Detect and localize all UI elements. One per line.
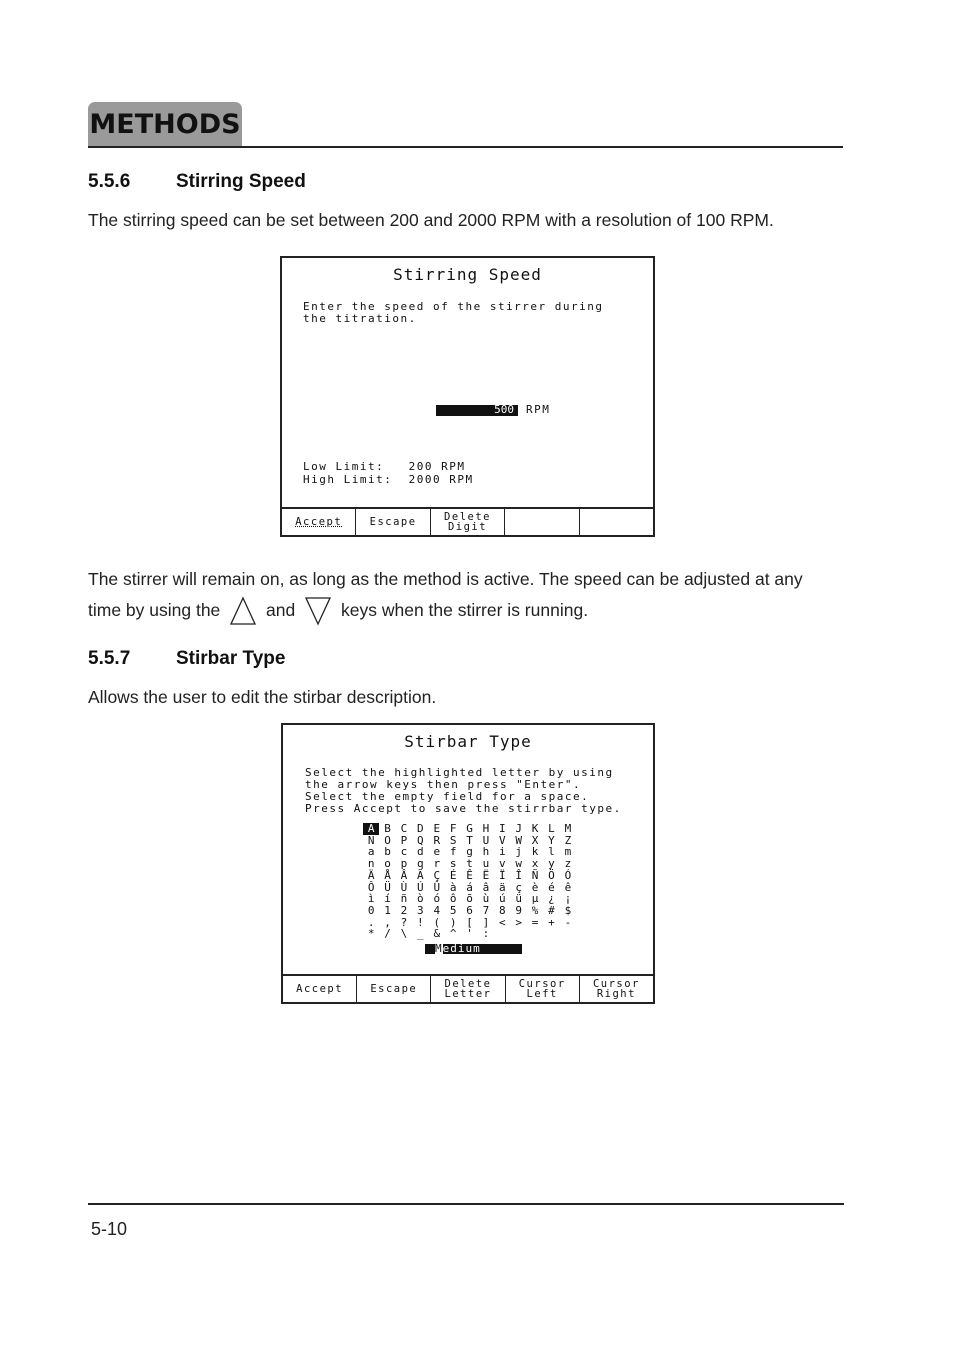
char-cell[interactable] <box>494 928 510 940</box>
char-cell[interactable]: Ï <box>499 868 506 882</box>
char-cell[interactable]: f <box>449 845 457 859</box>
char-cell[interactable]: Y <box>548 833 555 847</box>
char-cell[interactable]: , <box>384 915 391 929</box>
char-cell[interactable]: Î <box>515 868 523 882</box>
char-cell[interactable]: 4 <box>433 903 441 917</box>
char-cell[interactable]: w <box>515 857 523 871</box>
char-cell[interactable]: j <box>515 845 523 859</box>
char-cell[interactable]: N <box>367 833 375 847</box>
char-cell[interactable]: ó <box>433 892 441 906</box>
high-limit: High Limit: 2000 RPM <box>303 473 474 486</box>
char-cell[interactable]: Ä <box>367 868 375 882</box>
char-cell[interactable]: ç <box>515 880 523 894</box>
char-cell[interactable]: x <box>531 857 539 871</box>
section-number: 5.5.7 <box>88 648 131 669</box>
char-cell[interactable]: B <box>384 822 391 835</box>
char-cell[interactable]: Ù <box>400 880 408 894</box>
char-cell[interactable]: I <box>499 822 506 835</box>
char-cell[interactable]: ¿ <box>548 892 555 906</box>
char-cell[interactable]: q <box>417 857 424 871</box>
char-cell[interactable]: Ê <box>466 868 473 882</box>
char-cell[interactable]: Ó <box>564 868 572 882</box>
char-cell[interactable]: K <box>531 822 539 835</box>
char-cell[interactable]: ú <box>499 892 506 906</box>
char-cell[interactable]: = <box>531 915 539 929</box>
char-cell[interactable]: e <box>433 845 441 859</box>
char-row <box>363 823 576 835</box>
char-cell[interactable]: u <box>482 857 490 871</box>
char-cell[interactable]: Q <box>417 833 424 847</box>
char-cell[interactable]: µ <box>531 892 539 906</box>
char-cell[interactable]: r <box>433 857 441 871</box>
char-cell[interactable]: M <box>564 822 572 835</box>
char-cell[interactable]: Å <box>384 868 391 882</box>
char-cell[interactable]: b <box>384 845 391 859</box>
low-limit: Low Limit: 200 RPM <box>303 460 466 473</box>
accept-softkey[interactable]: Accept <box>282 509 356 535</box>
delete-letter-softkey[interactable]: Delete Letter <box>431 976 505 1002</box>
char-cell[interactable]: D <box>417 822 424 835</box>
speed-input[interactable]: 500 <box>436 405 518 416</box>
char-cell[interactable]: [ <box>466 915 473 929</box>
char-cell[interactable]: Ö <box>548 868 555 882</box>
screen-instruction: Select the highlighted letter by using the arrow keys then press "Enter". Select the empty field for a space. Press Accept to save the stirrbar type. <box>305 766 622 815</box>
char-cell[interactable]: y <box>548 857 555 871</box>
char-cell[interactable]: ( <box>433 915 441 929</box>
cursor-right-softkey[interactable]: Cursor Right <box>592 978 640 1000</box>
section-tab: METHODS <box>88 102 242 146</box>
char-cell[interactable]: T <box>466 833 473 847</box>
down-arrow-key-icon <box>304 596 332 626</box>
char-cell[interactable]: - <box>564 915 572 929</box>
speed-unit: RPM <box>526 403 551 416</box>
char-cell[interactable]: l <box>548 845 555 859</box>
char-cell[interactable]: 8 <box>499 903 506 917</box>
empty-softkey-5[interactable] <box>580 509 653 535</box>
char-cell[interactable]: Ú <box>417 880 424 894</box>
footer-rule <box>88 1203 844 1205</box>
char-cell[interactable]: d <box>417 845 424 859</box>
char-cell[interactable]: Û <box>433 880 441 894</box>
stirbar-name-field[interactable]: Medium <box>425 944 522 954</box>
stirrer-note-line1: The stirrer will remain on, as long as the method is active. The speed can be adjusted at any <box>88 569 803 589</box>
char-cell[interactable]: k <box>531 845 539 859</box>
char-cell[interactable]: â <box>482 880 490 894</box>
char-cell[interactable]: 0 <box>367 903 375 917</box>
char-cell[interactable]: Ô <box>367 880 375 894</box>
char-cell[interactable]: + <box>548 915 555 929</box>
char-cell[interactable]: ¡ <box>564 892 572 906</box>
char-cell[interactable]: è <box>531 880 539 894</box>
page-number: 5-10 <box>91 1219 128 1239</box>
char-cell[interactable]: 5 <box>449 903 457 917</box>
header-rule <box>88 146 843 148</box>
char-cell[interactable]: Ë <box>482 868 490 882</box>
char-cell[interactable]: > <box>515 915 523 929</box>
text-cursor: M <box>435 942 443 955</box>
escape-softkey[interactable]: Escape <box>357 976 431 1002</box>
char-row <box>363 905 576 917</box>
char-row <box>363 870 576 882</box>
char-cell[interactable]: ä <box>499 880 506 894</box>
stirbar-type-screen <box>281 723 655 1004</box>
stirring-speed-intro: The stirring speed can be set between 200 and 2000 RPM with a resolution of 100 RPM. <box>88 210 774 230</box>
char-cell[interactable] <box>511 928 527 940</box>
char-cell[interactable]: í <box>384 892 391 906</box>
char-cell[interactable]: # <box>548 903 555 917</box>
char-cell[interactable]: à <box>449 880 457 894</box>
char-cell[interactable]: Ã <box>417 868 424 882</box>
char-cell[interactable] <box>527 928 543 940</box>
char-cell[interactable]: h <box>482 845 490 859</box>
char-cell[interactable]: 1 <box>384 903 391 917</box>
char-cell[interactable]: i <box>499 845 506 859</box>
char-row <box>363 928 576 940</box>
char-cell[interactable] <box>560 928 576 940</box>
char-cell[interactable]: ô <box>449 892 457 906</box>
char-cell[interactable]: . <box>367 915 375 929</box>
section-heading-stirring-speed <box>88 171 306 193</box>
char-cell[interactable]: 2 <box>400 903 408 917</box>
char-cell[interactable]: L <box>548 822 555 835</box>
stirrer-note-line2: time by using the and keys when the stirrer is running. <box>88 595 848 626</box>
char-cell[interactable]: c <box>400 845 408 859</box>
escape-softkey[interactable]: Escape <box>356 509 430 535</box>
char-cell[interactable]: Z <box>564 833 572 847</box>
char-cell[interactable]: É <box>449 868 457 882</box>
char-cell[interactable]: A <box>363 823 379 835</box>
char-cell[interactable]: g <box>466 845 473 859</box>
stirring-speed-screen <box>280 256 655 537</box>
cursor-left-softkey[interactable]: Cursor Left <box>506 976 580 1002</box>
section-title: Stirring Speed <box>176 171 306 192</box>
char-cell[interactable]: t <box>466 857 473 871</box>
char-cell[interactable]: S <box>449 833 457 847</box>
char-cell[interactable]: ) <box>449 915 457 929</box>
char-cell[interactable]: F <box>449 822 457 835</box>
char-cell[interactable]: v <box>499 857 506 871</box>
section-heading-stirbar-type <box>88 648 285 670</box>
softkey-bar <box>282 507 653 535</box>
accept-softkey[interactable]: Accept <box>283 976 357 1002</box>
delete-digit-softkey[interactable]: Delete Digit <box>431 509 505 535</box>
char-cell[interactable]: ò <box>417 892 424 906</box>
char-cell[interactable]: 3 <box>417 903 424 917</box>
char-cell[interactable]: : <box>482 927 490 941</box>
char-cell[interactable]: C <box>400 822 408 835</box>
char-cell[interactable]: G <box>466 822 473 835</box>
char-cell[interactable]: U <box>482 833 490 847</box>
empty-softkey-4[interactable] <box>505 509 579 535</box>
char-cell[interactable]: / <box>384 927 391 941</box>
char-cell[interactable]: 7 <box>482 903 490 917</box>
char-cell[interactable]: m <box>564 845 572 859</box>
char-cell[interactable]: W <box>515 833 523 847</box>
char-cell[interactable]: V <box>499 833 506 847</box>
character-grid <box>363 823 576 940</box>
screen-title: Stirbar Type <box>404 732 532 751</box>
char-cell[interactable]: z <box>564 857 572 871</box>
char-cell[interactable]: ^ <box>449 927 457 941</box>
char-cell[interactable]: E <box>433 822 441 835</box>
section-number: 5.5.6 <box>88 171 131 192</box>
char-cell[interactable]: ê <box>564 880 572 894</box>
char-cell[interactable]: $ <box>564 903 572 917</box>
char-cell[interactable]: H <box>482 822 490 835</box>
char-cell[interactable]: X <box>531 833 539 847</box>
char-cell[interactable]: ] <box>482 915 490 929</box>
section-title: Stirbar Type <box>176 648 286 669</box>
up-arrow-key-icon <box>229 596 257 626</box>
screen-instruction: Enter the speed of the stirrer during the titration. <box>303 300 604 325</box>
char-cell[interactable]: Ñ <box>531 868 539 882</box>
screen-title: Stirring Speed <box>393 265 542 284</box>
char-cell[interactable]: & <box>433 927 441 941</box>
char-cell[interactable]: * <box>367 927 375 941</box>
char-cell[interactable]: õ <box>466 892 473 906</box>
char-cell[interactable]: ! <box>417 915 424 929</box>
char-cell[interactable]: a <box>367 845 375 859</box>
char-cell[interactable]: < <box>499 915 506 929</box>
char-cell[interactable] <box>543 928 559 940</box>
char-cell[interactable]: ù <box>482 892 490 906</box>
char-cell[interactable]: O <box>384 833 391 847</box>
stirbar-type-intro: Allows the user to edit the stirbar description. <box>88 687 437 707</box>
char-cell[interactable]: ü <box>515 892 523 906</box>
char-cell[interactable]: P <box>400 833 408 847</box>
char-cell[interactable]: é <box>548 880 555 894</box>
speed-limits <box>303 461 474 486</box>
char-cell[interactable]: \ <box>400 927 408 941</box>
char-cell[interactable]: Ç <box>433 868 441 882</box>
char-cell[interactable]: ' <box>466 927 473 941</box>
char-cell[interactable]: J <box>515 822 523 835</box>
char-cell[interactable]: Ü <box>384 880 391 894</box>
char-cell[interactable]: 9 <box>515 903 523 917</box>
char-cell[interactable]: p <box>400 857 408 871</box>
char-cell[interactable]: R <box>433 833 441 847</box>
char-cell[interactable]: % <box>531 903 539 917</box>
char-cell[interactable]: _ <box>417 927 424 941</box>
char-cell[interactable]: s <box>449 857 457 871</box>
char-cell[interactable]: á <box>466 880 473 894</box>
char-cell[interactable]: ñ <box>400 892 408 906</box>
char-cell[interactable]: n <box>367 857 375 871</box>
char-cell[interactable]: ? <box>400 915 408 929</box>
char-cell[interactable]: o <box>384 857 391 871</box>
char-cell[interactable]: 6 <box>466 903 473 917</box>
softkey-bar <box>283 974 653 1002</box>
char-cell[interactable]: ì <box>367 892 375 906</box>
char-cell[interactable]: Â <box>400 868 408 882</box>
